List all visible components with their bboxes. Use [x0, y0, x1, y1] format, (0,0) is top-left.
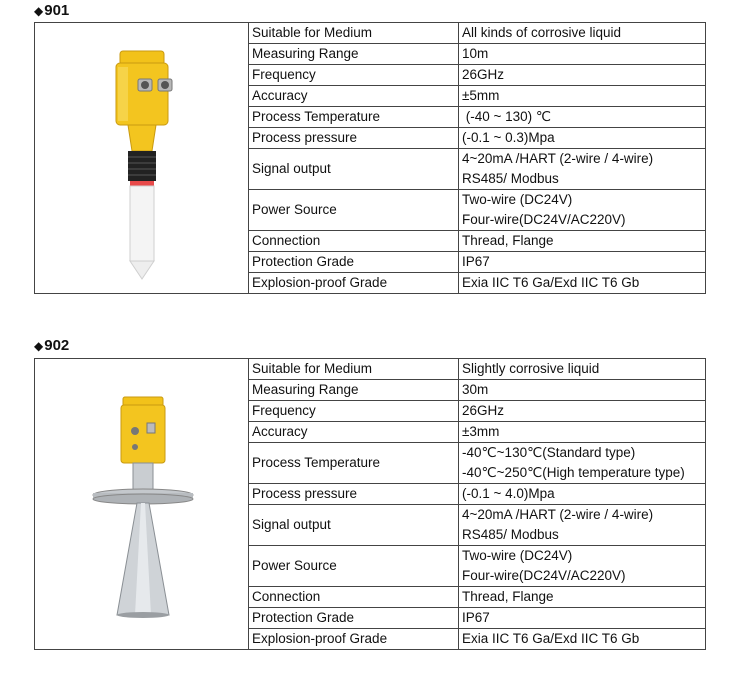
spec-value-line: (-40 ~ 130) ℃ [462, 109, 552, 124]
spec-label: Process Temperature [249, 107, 459, 128]
spec-value [459, 401, 706, 422]
spec-label: Explosion-proof Grade [249, 273, 459, 294]
spec-value [459, 443, 706, 484]
spec-label: Power Source [249, 546, 459, 587]
spec-value [459, 107, 706, 128]
spec-value-line: Two-wire (DC24V) [462, 192, 573, 207]
spec-label: Accuracy [249, 86, 459, 107]
spec-value-line: 30m [462, 382, 489, 397]
spec-label: Accuracy [249, 422, 459, 443]
spec-value [459, 252, 706, 273]
spec-value [459, 608, 706, 629]
spec-label: Process pressure [249, 128, 459, 149]
spec-value-line: 26GHz [462, 403, 505, 418]
spec-value [459, 149, 706, 190]
spec-value-line: -40℃~250℃(High temperature type) [462, 465, 685, 480]
spec-value [459, 128, 706, 149]
spec-label: Protection Grade [249, 608, 459, 629]
spec-label: Process Temperature [249, 443, 459, 484]
spec-value [459, 359, 706, 380]
spec-label: Signal output [249, 149, 459, 190]
spec-value [459, 273, 706, 294]
spec-value-line: 4~20mA /HART (2-wire / 4-wire) [462, 151, 654, 166]
spec-label: Power Source [249, 190, 459, 231]
spec-value-line: ±3mm [462, 424, 500, 439]
spec-value-line: Thread, Flange [462, 233, 554, 248]
spec-value-line: RS485/ Modbus [462, 171, 559, 186]
spec-value [459, 505, 706, 546]
diamond-bullet-icon: ◆ [34, 4, 44, 18]
spec-value-line: Exia IIC T6 Ga/Exd IIC T6 Gb [462, 631, 640, 646]
spec-value-line: (-0.1 ~ 0.3)Mpa [462, 130, 555, 145]
spec-value [459, 546, 706, 587]
spec-label: Protection Grade [249, 252, 459, 273]
spec-value [459, 23, 706, 44]
spec-table-901 [34, 22, 706, 294]
spec-value-line: Slightly corrosive liquid [462, 361, 600, 376]
spec-value-line: Two-wire (DC24V) [462, 548, 573, 563]
spec-value [459, 380, 706, 401]
spec-row [35, 23, 706, 44]
spec-value-line: 10m [462, 46, 489, 61]
section-title-902: ◆902 [34, 337, 70, 354]
spec-value-line: Thread, Flange [462, 589, 554, 604]
spec-value-line: RS485/ Modbus [462, 527, 559, 542]
spec-value-line: All kinds of corrosive liquid [462, 25, 622, 40]
spec-label: Frequency [249, 401, 459, 422]
spec-value-line: Four-wire(DC24V/AC220V) [462, 212, 626, 227]
diamond-bullet-icon: ◆ [34, 339, 44, 353]
spec-value [459, 231, 706, 252]
section-title-901: ◆901 [34, 2, 70, 19]
spec-label: Measuring Range [249, 44, 459, 65]
spec-label: Signal output [249, 505, 459, 546]
spec-label: Measuring Range [249, 380, 459, 401]
spec-value [459, 44, 706, 65]
spec-value-line: Four-wire(DC24V/AC220V) [462, 568, 626, 583]
spec-value [459, 86, 706, 107]
spec-value-line: 26GHz [462, 67, 505, 82]
spec-value-line: -40℃~130℃(Standard type) [462, 445, 636, 460]
spec-row [35, 359, 706, 380]
radar-level-sensor-horn-icon [77, 379, 207, 629]
spec-table-902 [34, 358, 706, 650]
spec-value [459, 484, 706, 505]
radar-level-sensor-rod-icon [82, 33, 202, 283]
spec-value [459, 587, 706, 608]
spec-label: Connection [249, 231, 459, 252]
spec-value [459, 190, 706, 231]
spec-value-line: IP67 [462, 610, 490, 625]
spec-value [459, 629, 706, 650]
spec-label: Frequency [249, 65, 459, 86]
spec-value-line: Exia IIC T6 Ga/Exd IIC T6 Gb [462, 275, 640, 290]
spec-value [459, 65, 706, 86]
product-image-cell [35, 23, 249, 294]
product-image-cell [35, 359, 249, 650]
spec-label: Connection [249, 587, 459, 608]
spec-value [459, 422, 706, 443]
spec-value-line: ±5mm [462, 88, 500, 103]
spec-label: Process pressure [249, 484, 459, 505]
spec-label: Suitable for Medium [249, 23, 459, 44]
spec-label: Suitable for Medium [249, 359, 459, 380]
spec-value-line: 4~20mA /HART (2-wire / 4-wire) [462, 507, 654, 522]
spec-label: Explosion-proof Grade [249, 629, 459, 650]
spec-value-line: IP67 [462, 254, 490, 269]
spec-value-line: (-0.1 ~ 4.0)Mpa [462, 486, 555, 501]
